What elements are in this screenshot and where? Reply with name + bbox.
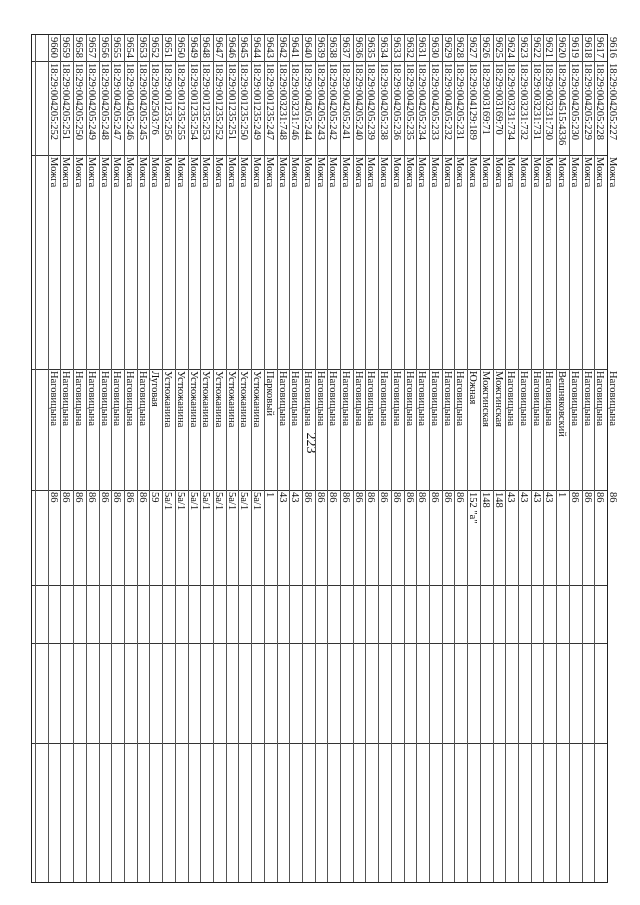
cell-cad-text: 18:29:003231:748 (276, 63, 288, 141)
cell-street-text: Наговицына (530, 371, 542, 427)
cell-house-text: 86 (314, 492, 326, 503)
cell-city-text: Можга (365, 157, 377, 188)
cell-cad-text: 18:29:004205:245 (136, 63, 148, 141)
cell-city-text: Можга (73, 157, 85, 188)
cell-cad-text: 18:29:001235:249 (251, 63, 263, 141)
cell-cad-text: 18:29:003169:70 (492, 63, 504, 135)
cell-city-text: Можга (212, 157, 224, 188)
cell-cad-text: 18:29:001235:253 (200, 63, 212, 141)
cell-city-text: Можга (543, 157, 555, 188)
cell-house-text: 5а/1 (200, 492, 212, 511)
cell-house-text: 86 (416, 492, 428, 503)
cell-city-text: Можга (47, 157, 59, 188)
cell-cad-text: 18:29:004205:228 (594, 63, 606, 141)
cell-street-text: Наговицына (403, 371, 415, 427)
cell-city-text: Можга (149, 157, 161, 188)
cell-city-text: Можга (327, 157, 339, 188)
cell-num-text: 9642 (276, 37, 288, 58)
cell-house-text: 152 "а" (467, 492, 479, 524)
cell-num-text: 9643 (263, 37, 275, 58)
cell-city-text: Можга (187, 157, 199, 188)
cell-num-text: 9631 (416, 37, 428, 58)
cell-cad-text: 18:29:004205:252 (47, 63, 59, 141)
cell-city-text: Можга (606, 157, 618, 188)
cell-num-text: 9618 (581, 37, 593, 58)
cell-cad-text: 18:29:003169:71 (479, 63, 491, 135)
cell-city-text: Можга (111, 157, 123, 188)
cell-house-text: 5а/1 (212, 492, 224, 511)
cell-num-text: 9653 (136, 37, 148, 58)
cell-street-text: Наговицына (518, 371, 529, 427)
cell-street-text: Наговицына (594, 371, 606, 427)
cell-street-text: Наговицына (123, 371, 135, 427)
row-divider (35, 35, 36, 882)
cell-house-text: 1 (556, 492, 568, 498)
cell-cad-text: 18:29:001235:255 (174, 63, 186, 141)
cell-house-text: 86 (60, 492, 72, 503)
cell-city-text: Можга (594, 157, 606, 188)
cell-num-text: 9633 (390, 37, 402, 58)
cell-street-text: Устюжанина (251, 371, 263, 428)
cell-street-text: Устюжанина (238, 371, 250, 428)
cell-street-text: Устюжанина (200, 371, 212, 428)
cell-city-text: Можга (467, 157, 479, 188)
cell-num-text: 9628 (454, 37, 466, 58)
cell-house-text: 86 (85, 492, 97, 503)
cell-cad-text: 18:29:004205:247 (111, 63, 123, 141)
cell-house-text: 86 (581, 492, 593, 503)
cell-house-text: 86 (123, 492, 135, 503)
cell-street-text: Наговицына (60, 371, 72, 427)
cell-cad-text: 18:29:004205:236 (390, 63, 402, 141)
cell-house-text: 43 (518, 492, 529, 503)
cell-street-text: Наговицына (289, 371, 301, 427)
cell-cad-text: 18:29:004205:242 (327, 63, 339, 141)
cell-house-text: 86 (136, 492, 148, 503)
cell-street-text: Парковый (263, 371, 275, 416)
cell-cad-text: 18:29:004205:231 (454, 63, 466, 141)
cell-street-text: Наговицына (441, 371, 453, 427)
cell-city-text: Можга (568, 157, 580, 188)
table-row (35, 35, 59, 882)
cell-cad-text: 18:29:004205:241 (340, 63, 352, 141)
cell-street-text: Наговицына (365, 371, 377, 427)
cell-street-text: Наговицына (352, 371, 364, 427)
cell-city-text: Можга (378, 157, 390, 188)
cell-cad-text: 18:29:004205:246 (123, 63, 135, 141)
cell-house-text: 5а/1 (187, 492, 199, 511)
cell-cad-text: 18:29:003231:730 (543, 63, 555, 141)
cell-city-text: Можга (556, 157, 568, 188)
cell-cad-text: 18:29:001235:254 (187, 63, 199, 141)
cell-city-text: Можга (123, 157, 135, 188)
cell-num-text: 9616 (606, 37, 618, 58)
cell-num-text: 9624 (505, 37, 517, 58)
cell-city-text: Можга (60, 157, 72, 188)
cell-cad-text: 18:29:002503:76 (149, 63, 161, 135)
cell-street-text: Луговая (149, 371, 161, 407)
cell-street-text: Можгинская (492, 371, 504, 427)
cell-cad-text: 18:29:004205:238 (378, 63, 390, 141)
data-table (31, 34, 618, 883)
cell-city-text: Можга (441, 157, 453, 188)
cell-house-text: 86 (441, 492, 453, 503)
cell-house-text: 86 (47, 492, 59, 503)
cell-num-text: 9658 (73, 37, 85, 58)
cell-house-text: 86 (454, 492, 466, 503)
cell-num-text: 9649 (187, 37, 199, 58)
cell-street-text: Наговицына (543, 371, 555, 427)
cell-house-text: 86 (365, 492, 377, 503)
cell-cad-text: 18:29:003231:734 (505, 63, 517, 141)
cell-num-text: 9640 (301, 37, 313, 58)
cell-num-text: 9622 (530, 37, 542, 58)
cell-cad-text: 18:29:004129:189 (467, 63, 479, 141)
cell-city-text: Можга (200, 157, 212, 188)
cell-city-text: Можга (492, 157, 504, 188)
cell-street-text: Можгинская (479, 371, 491, 427)
cell-street-text: Наговицына (47, 371, 59, 427)
cell-cad-text: 18:29:003231:731 (530, 63, 542, 141)
cell-house-text: 86 (340, 492, 352, 503)
cell-num-text: 9619 (568, 37, 580, 58)
cell-city-text: Можга (314, 157, 326, 188)
cell-city-text: Можга (390, 157, 402, 188)
cell-cad-text: 18:29:004205:249 (85, 63, 97, 141)
cell-house-text: 86 (378, 492, 390, 503)
cell-num-text: 9654 (123, 37, 135, 58)
cell-street-text: Наговицына (429, 371, 441, 427)
cell-city-text: Можга (289, 157, 301, 188)
cell-cad-text: 18:29:004205:243 (314, 63, 326, 141)
cell-cad-text: 18:29:001235:252 (212, 63, 224, 141)
cell-street-text: Наговицына (314, 371, 326, 427)
cell-num-text: 9645 (238, 37, 250, 58)
cell-city-text: Можга (352, 157, 364, 188)
cell-house-text: 86 (327, 492, 339, 503)
cell-num-text: 9641 (289, 37, 301, 58)
cell-house-text: 86 (352, 492, 364, 503)
cell-street-text: Наговицына (85, 371, 97, 427)
cell-num-text: 9620 (556, 37, 568, 58)
cell-street-text: Вешняковский (556, 371, 568, 437)
cell-num-text: 9636 (352, 37, 364, 58)
cell-city-text: Можга (530, 157, 542, 188)
cell-street-text: Наговицына (416, 371, 428, 427)
cell-city-text: Можга (238, 157, 250, 188)
cell-street-text: Наговицына (327, 371, 339, 427)
cell-num-text: 9655 (111, 37, 123, 58)
cell-house-text: 43 (543, 492, 555, 503)
cell-house-text: 148 (492, 492, 504, 508)
cell-street-text: Наговицына (505, 371, 517, 427)
cell-city-text: Можга (251, 157, 263, 188)
cell-city-text: Можга (340, 157, 352, 188)
cell-cad-text: 18:29:003231:746 (289, 63, 301, 141)
cell-street-text: Наговицына (111, 371, 123, 427)
cell-city-text: Можга (276, 157, 288, 188)
cell-house-text: 86 (111, 492, 123, 503)
cell-city-text: Можга (225, 157, 237, 188)
cell-street-text: Наговицына (98, 371, 110, 427)
cell-city-text: Можга (416, 157, 428, 188)
cell-house-text: 43 (289, 492, 301, 503)
cell-num-text: 9639 (314, 37, 326, 58)
cell-house-text: 86 (429, 492, 441, 503)
cell-num-text: 9629 (441, 37, 453, 58)
cell-cad-text: 18:29:001235:251 (225, 63, 237, 141)
cell-cad-text: 18:29:004205:232 (441, 63, 453, 141)
cell-house-text: 1 (263, 492, 275, 498)
cell-street-text: Устюжанина (212, 371, 224, 428)
cell-num-text: 9646 (225, 37, 237, 58)
cell-house-text: 5а/1 (174, 492, 186, 511)
cell-cad-text: 18:29:004205:233 (429, 63, 441, 141)
cell-cad-text: 18:29:001235:256 (162, 63, 174, 141)
cell-city-text: Можга (136, 157, 148, 188)
cell-house-text: 86 (606, 492, 618, 503)
cell-street-text: Наговицына (73, 371, 85, 427)
cell-house-text: 43 (276, 492, 288, 503)
cell-cad-text: 18:29:004205:250 (73, 63, 85, 141)
cell-city-text: Можга (85, 157, 97, 188)
cell-house-text: 5а/1 (225, 492, 237, 511)
cell-num-text: 9630 (429, 37, 441, 58)
cell-cad-text: 18:29:004205:229 (581, 63, 593, 141)
cell-num-text: 9651 (162, 37, 174, 58)
cell-street-text: Устюжанина (187, 371, 199, 428)
cell-city-text: Можга (518, 157, 529, 188)
cell-cad-text: 18:29:004205:248 (98, 63, 110, 141)
cell-house-text: 5а/1 (251, 492, 263, 511)
cell-cad-text: 18:29:004515:4336 (556, 63, 568, 146)
cell-house-text: 86 (73, 492, 85, 503)
cell-num-text: 9650 (174, 37, 186, 58)
cell-cad-text: 18:29:004205:244 (301, 63, 313, 141)
cell-city-text: Можга (162, 157, 174, 188)
cell-house-text: 148 (479, 492, 491, 508)
cell-cad-text: 18:29:004205:239 (365, 63, 377, 141)
cell-num-text: 9657 (85, 37, 97, 58)
cell-street-text: Наговицына (581, 371, 593, 427)
cell-city-text: Можга (174, 157, 186, 188)
cell-house-text: 86 (403, 492, 415, 503)
cell-city-text: Можга (263, 157, 275, 188)
cell-street-text: Наговицына (136, 371, 148, 427)
cell-house-text: 43 (530, 492, 542, 503)
cell-num-text: 9637 (340, 37, 352, 58)
cell-house-text: 5а/1 (238, 492, 250, 511)
page-number: 223 (303, 432, 318, 454)
cell-num-text: 9644 (251, 37, 263, 58)
cell-house-text: 86 (568, 492, 580, 503)
cell-num-text: 9638 (327, 37, 339, 58)
cell-cad-text: 18:29:003231:732 (518, 63, 529, 141)
cell-num-text: 9635 (365, 37, 377, 58)
cell-num-text: 9621 (543, 37, 555, 58)
cell-house-text: 86 (594, 492, 606, 503)
cell-street-text: Устюжанина (174, 371, 186, 428)
cell-city-text: Можга (479, 157, 491, 188)
cell-cad-text: 18:29:004205:234 (416, 63, 428, 141)
cell-cad-text: 18:29:001235:247 (263, 63, 275, 141)
cell-num-text: 9652 (149, 37, 161, 58)
cell-house-text: 5а/1 (162, 492, 174, 511)
cell-street-text: Южная (467, 371, 479, 405)
cell-cad-text: 18:29:004205:227 (606, 63, 618, 141)
cell-cad-text: 18:29:004205:240 (352, 63, 364, 141)
cell-street-text: Наговицына (568, 371, 580, 427)
cell-street-text: Устюжанина (162, 371, 174, 428)
cell-num-text: 9617 (594, 37, 606, 58)
cell-cad-text: 18:29:004205:251 (60, 63, 72, 141)
cell-city-text: Можга (581, 157, 593, 188)
cell-house-text: 59 (149, 492, 161, 503)
cell-street-text: Наговицына (276, 371, 288, 427)
cell-num-text: 9632 (403, 37, 415, 58)
cell-num-text: 9660 (47, 37, 59, 58)
cell-cad-text: 18:29:004205:230 (568, 63, 580, 141)
cell-num-text: 9647 (212, 37, 224, 58)
cell-num-text: 9656 (98, 37, 110, 58)
cell-cad-text: 18:29:001235:250 (238, 63, 250, 141)
cell-city-text: Можга (429, 157, 441, 188)
cell-house-text: 86 (390, 492, 402, 503)
cell-city-text: Можга (505, 157, 517, 188)
cell-cad-text: 18:29:004205:235 (403, 63, 415, 141)
cell-city-text: Можга (98, 157, 110, 188)
cell-street-text: Наговицына (454, 371, 466, 427)
cell-num-text: 9648 (200, 37, 212, 58)
cell-city-text: Можга (301, 157, 313, 188)
cell-city-text: Можга (454, 157, 466, 188)
cell-num-text: 9659 (60, 37, 72, 58)
cell-city-text: Можга (403, 157, 415, 188)
cell-num-text: 9625 (492, 37, 504, 58)
cell-num-text: 9626 (479, 37, 491, 58)
cell-house-text: 86 (301, 492, 313, 503)
cell-num-text: 9634 (378, 37, 390, 58)
cell-street-text: Наговицына (301, 371, 313, 427)
cell-street-text: Устюжанина (225, 371, 237, 428)
cell-house-text: 86 (98, 492, 110, 503)
cell-house-text: 43 (505, 492, 517, 503)
table-body (32, 35, 618, 882)
cell-num-text: 9627 (467, 37, 479, 58)
cell-street-text: Наговицына (340, 371, 352, 427)
cell-street-text: Наговицына (378, 371, 390, 427)
cell-street-text: Наговицына (390, 371, 402, 427)
cell-num-text: 9623 (518, 37, 529, 58)
cell-street-text: Наговицына (606, 371, 618, 427)
